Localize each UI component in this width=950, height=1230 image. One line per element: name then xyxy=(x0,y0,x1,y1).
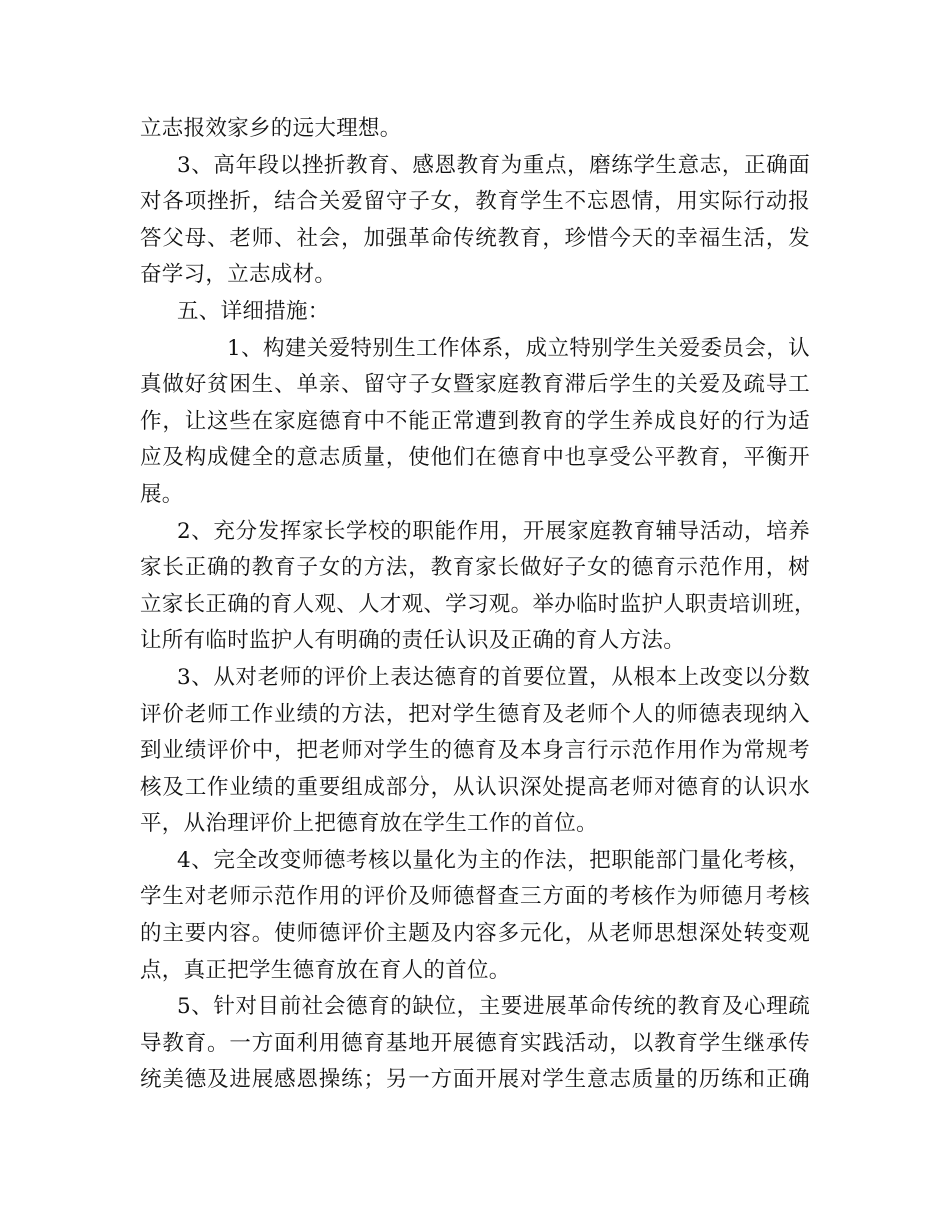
paragraph-line: 到业绩评价中，把老师对学生的德育及本身言行示范作用作为常规考 xyxy=(140,738,810,764)
paragraph-line: 答父母、老师、社会，加强革命传统教育，珍惜今天的幸福生活，发 xyxy=(140,225,810,251)
paragraph-line: 3、高年段以挫折教育、感恩教育为重点，磨练学生意志，正确面 xyxy=(177,152,810,178)
document-body xyxy=(140,111,816,1099)
paragraph-line: 导教育。一方面利用德育基地开展德育实践活动，以教育学生继承传 xyxy=(140,1030,810,1056)
paragraph-line: 核及工作业绩的重要组成部分，从认识深处提高老师对德育的认识水 xyxy=(140,774,810,800)
section-heading: 五、详细措施： xyxy=(177,298,330,324)
paragraph-line: 家长正确的教育子女的方法，教育家长做好子女的德育示范作用，树 xyxy=(140,555,810,581)
paragraph-line: 展。 xyxy=(140,481,184,507)
paragraph-line: 立志报效家乡的远大理想。 xyxy=(140,116,402,141)
paragraph-line: 评价老师工作业绩的方法，把对学生德育及老师个人的师德表现纳入 xyxy=(140,701,810,727)
paragraph-line: 2、充分发挥家长学校的职能作用，开展家庭教育辅导活动，培养 xyxy=(177,518,810,544)
paragraph-line: 学生对老师示范作用的评价及师德督查三方面的考核作为师德月考核 xyxy=(140,884,810,910)
paragraph-line: 对各项挫折，结合关爱留守子女，教育学生不忘恩情，用实际行动报 xyxy=(140,189,810,215)
paragraph-line: 让所有临时监护人有明确的责任认识及正确的育人方法。 xyxy=(140,628,686,654)
paragraph-line: 应及构成健全的意志质量，使他们在德育中也享受公平教育，平衡开 xyxy=(140,445,810,471)
paragraph-line: 5、针对目前社会德育的缺位，主要进展革命传统的教育及心理疏 xyxy=(177,994,810,1020)
paragraph-line: 真做好贫困生、单亲、留守子女暨家庭教育滞后学生的关爱及疏导工 xyxy=(140,372,810,398)
paragraph-line: 立家长正确的育人观、人才观、学习观。举办临时监护人职责培训班， xyxy=(140,591,816,617)
paragraph-line: 奋学习，立志成材。 xyxy=(140,262,337,288)
paragraph-line: 4、完全改变师德考核以量化为主的作法，把职能部门量化考核， xyxy=(177,847,810,873)
paragraph-line: 1、构建关爱特别生工作体系，成立特别学生关爱委员会，认 xyxy=(227,335,810,361)
paragraph-line: 作，让这些在家庭德育中不能正常遭到教育的学生养成良好的行为适 xyxy=(140,408,810,434)
paragraph-line: 统美德及进展感恩操练；另一方面开展对学生意志质量的历练和正确 xyxy=(140,1067,810,1093)
paragraph-line: 平，从治理评价上把德育放在学生工作的首位。 xyxy=(140,811,598,837)
paragraph-line: 点，真正把学生德育放在育人的首位。 xyxy=(140,957,511,983)
paragraph-line: 3、从对老师的评价上表达德育的首要位置，从根本上改变以分数 xyxy=(177,664,810,690)
paragraph-line: 的主要内容。使师德评价主题及内容多元化，从老师思想深处转变观 xyxy=(140,921,810,947)
